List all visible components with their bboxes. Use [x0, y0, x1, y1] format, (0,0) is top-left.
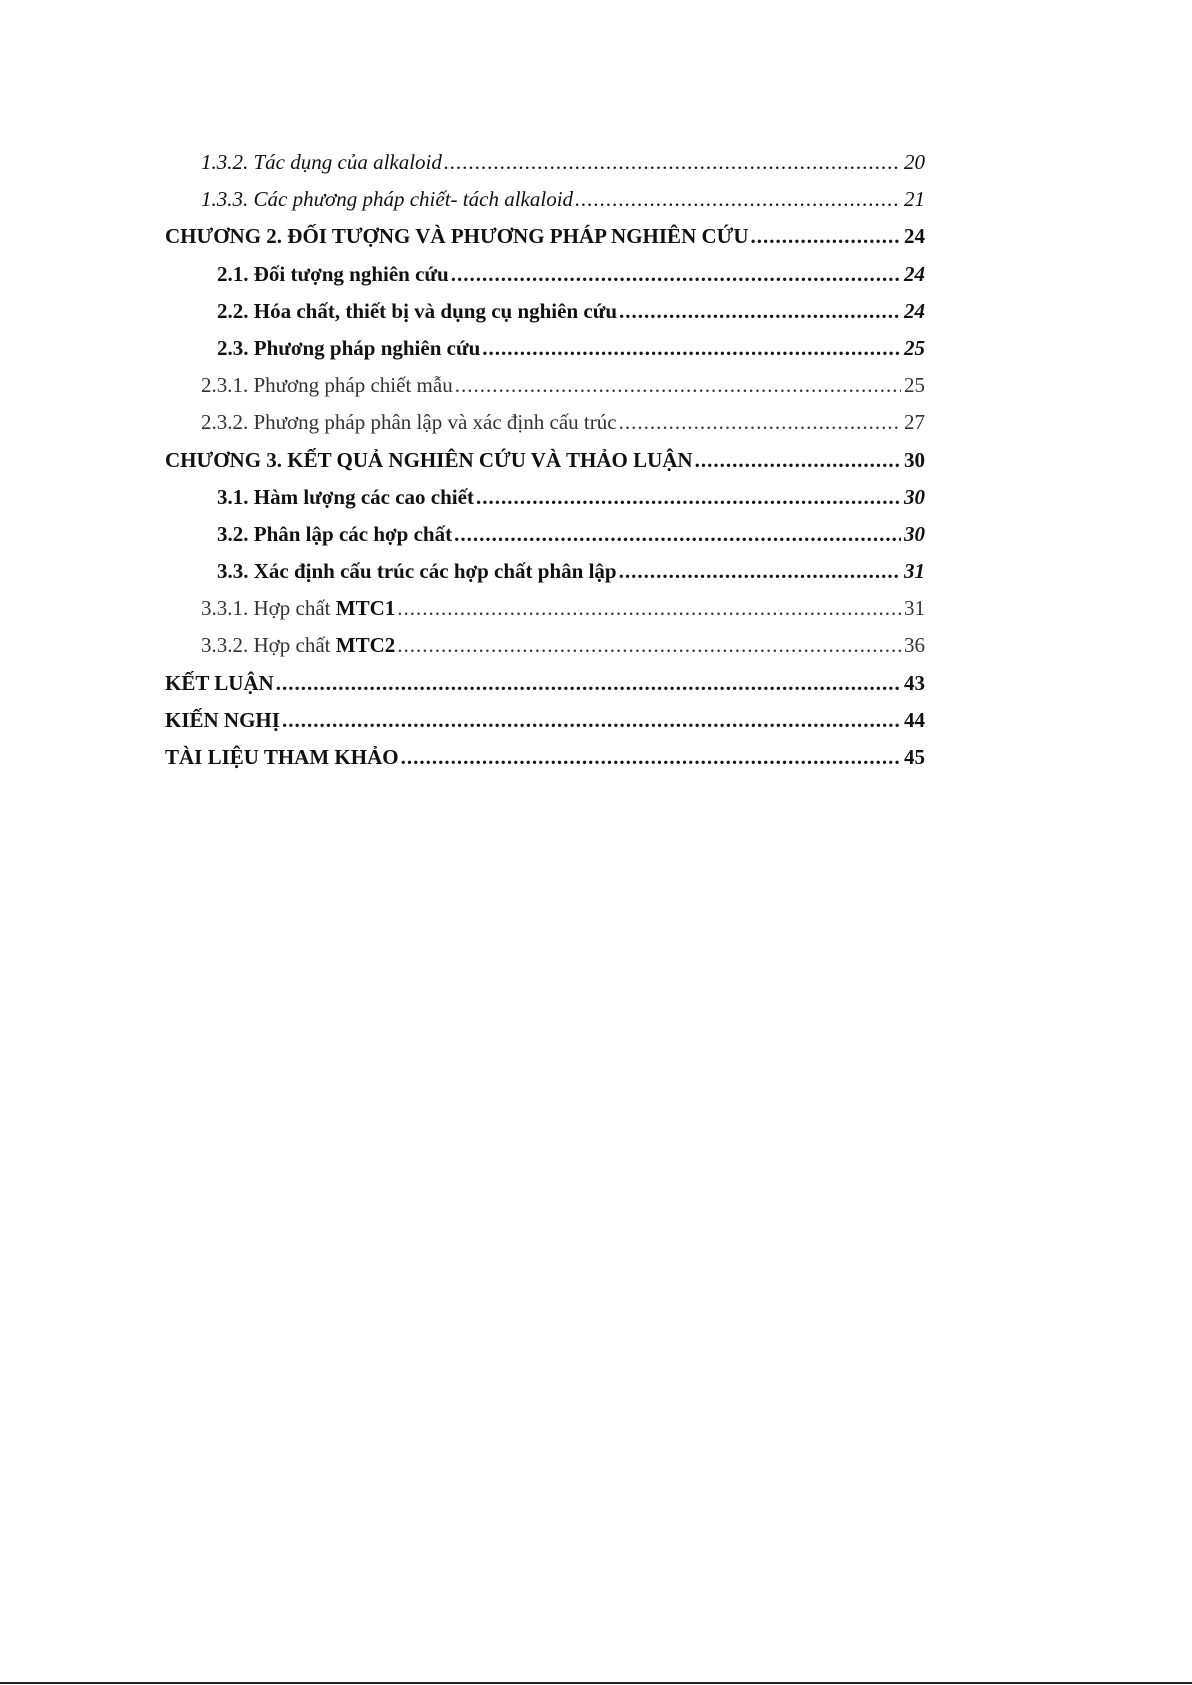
dot-leader — [751, 218, 901, 255]
toc-entry-3-3[interactable] — [165, 553, 925, 590]
toc-page-number: 25 — [904, 373, 925, 398]
toc-entry-recommendation[interactable] — [165, 702, 925, 739]
toc-page-number: 30 — [904, 484, 925, 509]
toc-entry-label: 3.3. Xác định cấu trúc các hợp chất phân lập — [217, 559, 617, 584]
compound-code: MTC1 — [335, 596, 396, 621]
toc-entry-label: KIẾN NGHỊ — [165, 707, 280, 732]
dot-leader — [619, 553, 901, 590]
toc-page-number: 30 — [904, 447, 925, 472]
toc-entry-label: 2.3.1. Phương pháp chiết mẫu — [201, 373, 453, 398]
toc-page-number: 43 — [904, 670, 925, 695]
toc-entry-references[interactable] — [165, 739, 925, 776]
toc-entry-conclusion[interactable] — [165, 665, 925, 702]
toc-entry-2-2[interactable] — [165, 293, 925, 330]
dot-leader — [276, 665, 901, 702]
dot-leader — [482, 330, 901, 367]
toc-entry-label: TÀI LIỆU THAM KHẢO — [165, 745, 399, 769]
dot-leader — [397, 590, 901, 627]
dot-leader — [444, 144, 901, 181]
toc-entry-2-3-1[interactable] — [165, 367, 925, 404]
toc-entry-label-text: 3.3.2. Hợp chất — [201, 633, 336, 658]
dot-leader — [282, 702, 901, 739]
toc-entry-label — [201, 627, 395, 664]
toc-entry-1-3-3[interactable] — [165, 181, 925, 218]
toc-page-number: 44 — [904, 707, 925, 732]
toc-entry-2-3-2[interactable] — [165, 404, 925, 441]
toc-entry-3-3-2[interactable] — [165, 627, 925, 664]
toc-entry-label: CHƯƠNG 2. ĐỐI TƯỢNG VÀ PHƯƠNG PHÁP NGHIÊN CỨU — [165, 224, 749, 249]
dot-leader — [695, 442, 901, 479]
page-bottom-border — [0, 1682, 1192, 1684]
dot-leader — [451, 256, 901, 293]
toc-entry-label: 2.3.2. Phương pháp phân lập và xác định cấu trúc — [201, 410, 617, 435]
dot-leader — [397, 627, 901, 664]
toc-page-number: 21 — [904, 187, 925, 212]
toc-entry-label: 1.3.3. Các phương pháp chiết- tách alkaloid — [201, 187, 574, 212]
toc-page-number: 31 — [904, 559, 925, 584]
toc-page-number: 24 — [904, 298, 925, 323]
toc-entry-3-3-1[interactable] — [165, 590, 925, 627]
dot-leader — [575, 181, 901, 218]
toc-entry-label: 2.3. Phương pháp nghiên cứu — [217, 335, 481, 360]
toc-entry-label: 1.3.2. Tác dụng của alkaloid — [201, 150, 442, 174]
toc-entry-3-2[interactable] — [165, 516, 925, 553]
dot-leader — [619, 293, 901, 330]
toc-page-number: 27 — [904, 410, 925, 435]
toc-entry-label-text: 3.3.1. Hợp chất — [201, 596, 336, 621]
toc-entry-label: 3.1. Hàm lượng các cao chiết — [217, 484, 474, 509]
dot-leader — [455, 367, 901, 404]
toc-page-number: 31 — [904, 596, 925, 621]
toc-page-number: 24 — [904, 224, 925, 249]
compound-code: MTC2 — [335, 633, 396, 658]
toc-entry-label: 2.1. Đối tượng nghiên cứu — [217, 261, 449, 286]
toc-entry-chapter-2[interactable] — [165, 218, 925, 255]
toc-entry-label: KẾT LUẬN — [165, 670, 274, 695]
toc-entry-1-3-2[interactable] — [165, 144, 925, 181]
toc-entry-label — [201, 590, 395, 627]
table-of-contents — [165, 144, 925, 776]
dot-leader — [476, 479, 901, 516]
toc-entry-label: CHƯƠNG 3. KẾT QUẢ NGHIÊN CỨU VÀ THẢO LUẬN — [165, 447, 693, 472]
toc-page-number: 25 — [904, 335, 925, 360]
toc-page-number: 30 — [904, 521, 925, 546]
toc-entry-label: 3.2. Phân lập các hợp chất — [217, 521, 453, 546]
toc-page-number: 45 — [904, 745, 925, 769]
toc-page-number: 20 — [904, 150, 925, 174]
dot-leader — [454, 516, 901, 553]
toc-entry-label: 2.2. Hóa chất, thiết bị và dụng cụ nghiên cứu — [217, 298, 617, 323]
toc-entry-2-3[interactable] — [165, 330, 925, 367]
toc-page-number: 36 — [904, 633, 925, 658]
dot-leader — [619, 404, 901, 441]
toc-page-number: 24 — [904, 261, 925, 286]
toc-entry-2-1[interactable] — [165, 256, 925, 293]
toc-entry-3-1[interactable] — [165, 479, 925, 516]
dot-leader — [401, 739, 901, 776]
toc-entry-chapter-3[interactable] — [165, 442, 925, 479]
